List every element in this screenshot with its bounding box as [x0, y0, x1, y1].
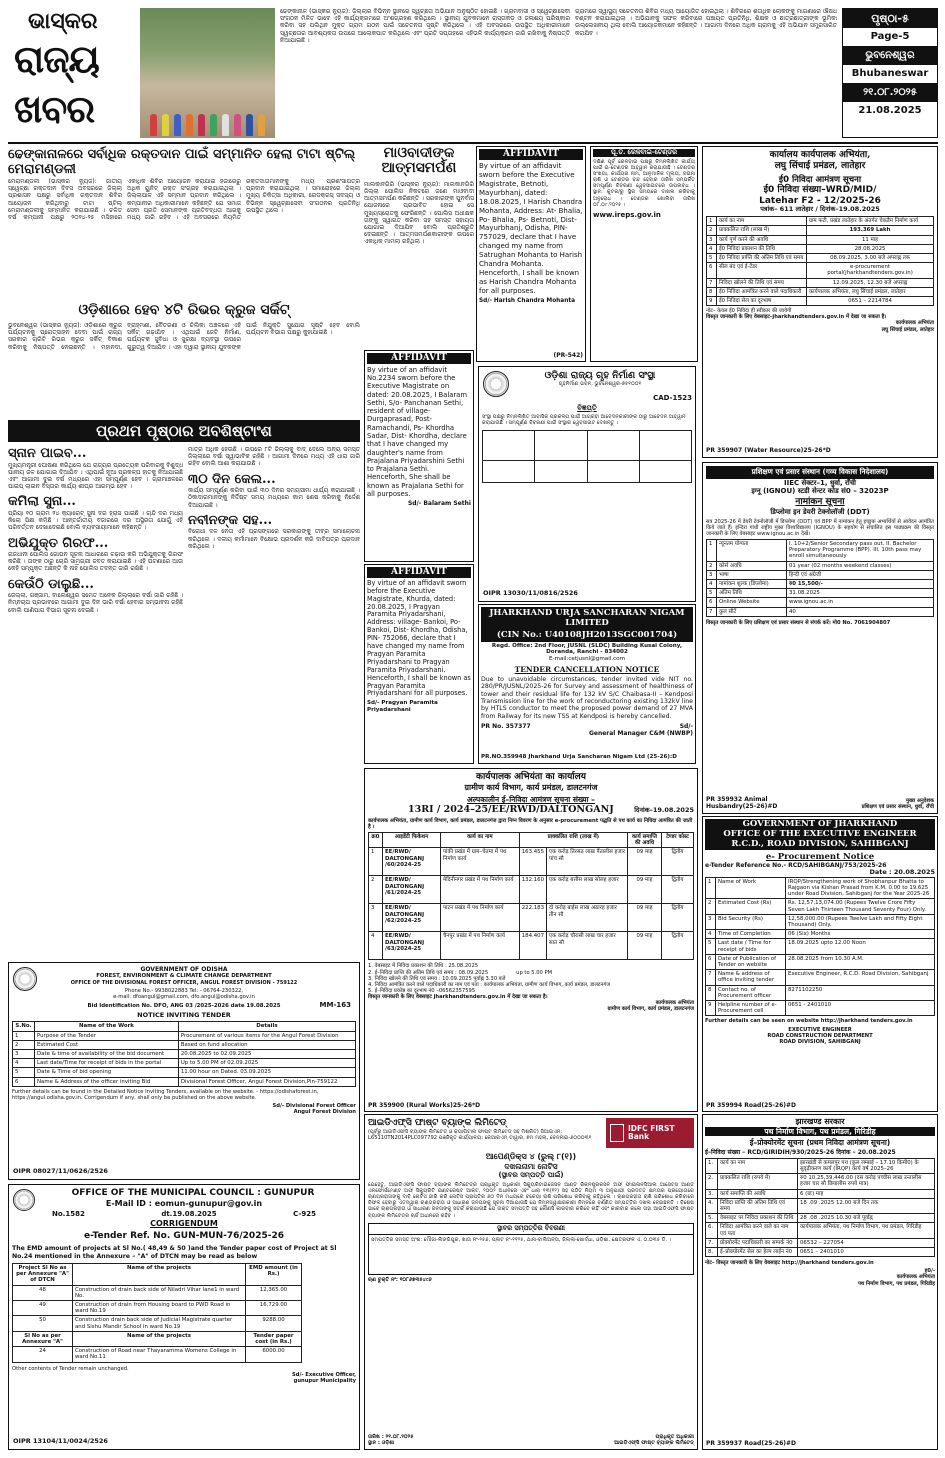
- table-row: 1 Name of Work IRQP/Strengthening work of Shobhanpur Bhatta to Rajgaon via Kishan Prasad from K.M. 0.00 to 19.625 under Road Division, Sahibganj for the Year 2025-26: [706, 877, 935, 899]
- table-row: 7 निविदा खोलने की तिथि एवं समय 12.09.2025, 12.30 बजे अपराह्न: [707, 278, 934, 287]
- table-row: 4 ई0 निविदा प्रकाशन की तिथि 28.08.2025: [707, 244, 934, 253]
- table-row: 5 अंतिम तिथि 31.08.2025: [707, 589, 934, 598]
- table-row: 3 Bid Security (Rs) 12,58,000.00 (Rupees Twelve Lakh and Fifty Eight Thousand) Only.: [706, 914, 935, 929]
- table-row: 5 ई0 निविदा प्राप्ति की अंतिम तिथि एवं समय 08.09.2025, 3.00 बजे अपराह्न तक: [707, 253, 934, 262]
- news-photo: [140, 8, 275, 138]
- maoist-story: ମାଓବାଦୀଙ୍କ ଆତ୍ମସମର୍ପଣ ମାଲକାନଗିରି (ଭାସ୍କର ନ୍ୟୁଜ): ମାଲକାନଗିରି ଜିଲ୍ଲା ପୋଲିସ ନିକଟରେ ଜଣେ ମାଓବାଦୀ ଆତ୍ମସମର୍ପଣ କରିଛନ୍ତି । ସରକାରଙ୍କ ପୁନର୍ବାସ ଯୋଜନାରେ ପ୍ରଭାବିତ ହୋଇ ସେ ମୁଖ୍ୟସ୍ରୋତକୁ ଫେରିଛନ୍ତି । ପୋଲିସ ଅଧୀକ୍ଷକ ତାଙ୍କୁ ସ୍ୱାଗତ କରିବା ସହ ସମସ୍ତ ସହାୟତା ଯୋଗାଇ ଦିଆଯିବ ବୋଲି ପ୍ରତିଶ୍ରୁତି ଦେଇଛନ୍ତି । ଆତ୍ମସମର୍ପଣକାରୀଙ୍କ ଉପରେ ଏକାଧିକ ମାମଲା ରହିଥିଲା ।: [364, 145, 476, 246]
- table-row: 4 EE/RWD/ DALTONGANJ /63/2024-25 चैनपुर प्रखंड में पथ निर्माण कार्य 184.407 एक करोड़ चौरासी लाख चार हजार सात सौ 09 माह द्वितीय: [369, 932, 694, 960]
- housing-board-table: [482, 430, 692, 483]
- table-row: 5. वेबसाइट पर निविदा प्रकाशन की तिथि 28 .08 .2025 10.30 बजे पूर्वाह्न: [706, 1214, 935, 1223]
- table-row: 5 Last date / Time for receipt of bids 18.09.2025 upto 12.00 Noon: [706, 939, 935, 954]
- table-row: 2 प्राक्कलित राशि (लाख में) 193.369 Lakh: [707, 226, 934, 235]
- ignou-course-table: [706, 539, 934, 617]
- table-row: 4 Time of Completion 06 (Six) Months: [706, 930, 935, 939]
- city-en: Bhubaneswar: [843, 65, 937, 84]
- table-row: 5 Date & Time of bid opening 11.00 hour on Dated. 03.09.2025: [13, 1068, 356, 1077]
- railway-tender-notice: ପୂ.ତ. ରେଳବାଇ-ଟେଣ୍ଡର ଦକ୍ଷିଣ ପୂର୍ବ ରେଳବାଇ ପକ୍ଷରୁ ନିମ୍ନଲିଖିତ କାର୍ଯ୍ୟ ପାଇଁ ଇ-ଟେଣ୍ଡର ଆହ୍ୱାନ କରାଯାଉଛି । ଟେଣ୍ଡର ସଂଖ୍ୟା, କାର୍ଯ୍ୟର ନାମ, ଆନୁମାନିକ ମୂଲ୍ୟ, ବଇନା ରାଶି ଓ ଟେଣ୍ଡର ବନ୍ଦ ହେବାର ତାରିଖ ସମ୍ପର୍କିତ ସମ୍ପୂର୍ଣ୍ଣ ବିବରଣୀ ୱେବସାଇଟରେ ଉପଲବ୍ଧ । ସ୍ଥାନ: କୁଟକ/ରୁ ସ୍ଥିର ସମୟରେ ଦାଖଲ କରିବାକୁ ଅନୁରୋଧ । ଟେଣ୍ଡର ଖୋଲିବା ତାରିଖ ୦୮.୦୯.୨୦୨୫ । www.ireps.gov.in: [590, 146, 698, 362]
- table-row: 9 Helpline number of e- Procurement cell 0651 - 2401010: [706, 1000, 935, 1015]
- blood-donation-text: ମେରାମଣ୍ଡଳୀ (ଭାସ୍କର ନ୍ୟୁଜ): ଜାତୀୟ ସ୍ୱେଚ୍ଛା ରକ୍ତଦାନ ଦିବସ ଅବସରରେ ଜିଲ୍ଲା ପ୍ରଶାସନ ପକ୍ଷରୁ ସର୍ବାଧିକ ରକ୍ତଦାନ ଶିବିର ଆୟୋଜନ କରିଥିବାରୁ ଟାଟା ଷ୍ଟିଲ୍ ମେରାମଣ୍ଡଳୀକୁ ସମ୍ମାନିତ କରାଯାଇଛି । ଚଳିତ ବର୍ଷ କମ୍ପାନୀ ପକ୍ଷରୁ ୨୦୨୪-୨୫ ମସିହାରେ ଏକାଧିକ ଶିବିର ଆୟୋଜନ କରାଯାଇ ହଜାରେରୁ ଅଧିକ ୟୁନିଟ୍ ରକ୍ତ ସଂଗ୍ରହ କରାଯାଇଥିଲା । ଜିଲ୍ଲାପାଳ ଏହି ସମ୍ମାନ ପ୍ରଦାନ କରିଥିଲେ । କମ୍ପାନୀର ଅଧିକାରୀମାନେ କହିଛନ୍ତି ଯେ ସମାଜ ସେବା ପ୍ରତି ସେମାନଙ୍କ ପ୍ରତିବଦ୍ଧତା ଆଗକୁ ମଧ୍ୟ ଜାରି ରହିବ । ଏହି ଅବସରରେ ନିୟମିତ ରକ୍ତଦାତାମାନଙ୍କୁ ମଧ୍ୟ ପ୍ରଶଂସାପତ୍ର ପ୍ରଦାନ କରାଯାଇଥିଲା । ସମାରୋହରେ ଜିଲ୍ଲା ମୁଖ୍ୟ ଚିକିତ୍ସା ଅଧିକାରୀ, ରେଡକ୍ରସ୍ ସଦସ୍ୟ ଓ ବିଭିନ୍ନ ସ୍ୱେଚ୍ଛାସେବୀ ସଂଗଠନର ପ୍ରତିନିଧି ଉପସ୍ଥିତ ଥିଲେ ।: [8, 178, 362, 221]
- odisha-seal-icon: [13, 1189, 35, 1211]
- rcd-sahibganj-notice: GOVERNMENT OF JHARKHAND OFFICE OF THE EXECUTIVE ENGINEER R.C.D., ROAD DIVISION, SAHIBGANJ e- Procurement Notice e-Tender Reference No.- RCD/SAHIBGANJ/753/2025-26 Date : 20.08.2025 1 Name of Work IRQP/Strengthening work of Shobhanpur Bhatta to Rajgaon via Kishan Prasad from K.M. 0.00 to 19.625 under Road Division, Sahibganj for the Year 2025-26 2 Estimated Cost (Rs) Rs. 12,57,13,074.00 (Rupees Twelve Crore Fifty Seven Lakh Thirteen Thousand Seventy Four) Only. 3 Bid Security (Rs) 12,58,000.00 (Rupees Twelve Lakh and Fifty Eight Thousand) Only. 4 Time of Completion 06 (Six) Months 5 Last date / Time for receipt of bids 18.09.2025 upto 12.00 Noon 6 Date of Publication of Tender on website 28.08.2025 from 10.30 A.M. 7 Name & address of office inviting tender Executive Engineer, R.C.D. Road Division, Sahibganj 8 Contact no. of Procurement officer 8271102250 9 Helpline number of e- Procurement cell 0651 - 2401010 Further details can be seen on website http://jharkhand tenders.gov.in EXECUTIVE ENGINEER ROAD CONSTRUCTION DEPARTMENT ROAD DIVISION, SAHIBGANJ PR 359994 Road(25-26)#D: [702, 816, 938, 1112]
- giridih-tender-notice: झारखण्ड सरकार पथ निर्माण विभाग, पथ प्रमंडल, गिरिडीह ई–प्रोक्योरमेंट सूचना (प्रथम निविदा आमंत्रण सूचना) ई–निविदा संख्या – RCD/GIRIDIH/930/2025-26 दिनांक – 20.08.2025 1. कार्य का नाम झारखंडी से कमलपुर पथ (कुल लम्बाई – 17.10 किमी0) के सुदृढ़ीकरण कार्य (IRQP) कार्य वर्ष 2025–26 2. प्राक्कलित राशि (रुपये में) रु0 10,25,39,446.00 (दस करोड़ पच्चीस लाख उन्तालीस हजार चार सौ छियालीस रुपये मात्र) 3. कार्य समाप्ति की अवधि 6 (छः) माह 4. निविदा प्राप्ति की अंतिम तिथि एवं समय 18 .09 .2025 12.00 बजे दिन तक 5. वेबसाइट पर निविदा प्रकाशन की तिथि 28 .08 .2025 10.30 बजे पूर्वाह्न 6. निविदा आमंत्रित करने वाले का नाम एवं पता कार्यपालक अभियंता, पथ निर्माण विभाग, पथ प्रमंडल, गिरिडीह 7. प्रोक्योरमेंट पदाधिकारी का सम्पर्क नं0 06532 – 227054 8. ई–प्रोक्योरमेंट सेल का हेल्प लाईन नं0 0651 – 2401010 नोट– विस्तृत जानकारी के लिए वेबसाइट http://jharkhand tenders.gov.in ह0/- कार्यपालक अभियंता पथ निर्माण विभाग, पथ प्रमंडल, गिरिडीह PR 359937 Road(25-26)#D: [702, 1114, 938, 1450]
- gunupur-corrigendum: OFFICE OF THE MUNICIPAL COUNCIL : GUNUPUR E-Mail ID : eomun-gunupur@gov.in No.1582 dt.19.08.2025 C-925 CORRIGENDUM e-Tender Ref. No. GUN-MUN-76/2025-26 The EMD amount of projects at Sl No.( 48,49 & 50 )and the Tender paper cost of Project at Sl No.24 mentioned in the Annexure – "A" of DTCN may be read as below Project Sl No as per Annexure "A" of DTCN Name of the projects EMD amount (in Rs.) 48 Construction of drain back side of Niladri Vihar lane1 in ward No. 12,365.00 49 Construction of drain from Housing board to PWD Road in ward No.19 16,729.00 50 Construction drain back side of Judicial Magistrate quarter and Sishu Mandir School in ward No.19 9288.00 Sl No as per Annexure "A" Name of the projects Tender paper cost (in Rs.) 24 Construction of Road near Thayaramma Womens College in ward No.11 6000.00 Other contents of Tender remain unchanged. Sd/- Executive Officer, gunupur Municipality OIPR 13104/11/0024/2526: [8, 1184, 360, 1450]
- table-row: 6 Name & Address of the officer inviting Bid Divisional Forest Officer, Angul Forest Division,Pin-759122: [13, 1077, 356, 1086]
- housing-board-logo-icon: [483, 371, 509, 397]
- idfc-bank-logo: IDFC FIRST Bank: [606, 1118, 694, 1148]
- table-row: 8. ई–प्रोक्योरमेंट सेल का हेल्प लाईन नं0 0651 – 2401010: [706, 1248, 935, 1257]
- table-row: 1 Purpose of the Tender Procurement of various items for the Angul Forest Division: [13, 1031, 356, 1040]
- continued-item: ୩୦ ଦିନ କେଲ... କାର୍ଯ୍ୟ ସମ୍ପୂର୍ଣ୍ଣ କରିବା ପାଇଁ ୩୦ ଦିନର ସମୟସୀମା ଧାର୍ଯ୍ୟ କରାଯାଇଛି । ଠିକାଦାରମାନଙ୍କୁ ନିର୍ଦ୍ଦିଷ୍ଟ ସମୟ ମଧ୍ୟରେ କାମ ଶେଷ କରିବାକୁ ନିର୍ଦ୍ଦେଶ ଦିଆଯାଇଛି ।: [188, 471, 362, 509]
- table-row: 7 कुल सीटें 40: [707, 607, 934, 616]
- continued-column-mid: [188, 446, 360, 962]
- table-row: 6 Date of Publication of Tender on website 28.08.2025 from 10.30 A.M.: [706, 954, 935, 969]
- table-row: 1. कार्य का नाम झारखंडी से कमलपुर पथ (कुल लम्बाई – 17.10 किमी0) के सुदृढ़ीकरण कार्य (IRQP) कार्य वर्ष 2025–26: [706, 1158, 935, 1173]
- rcd-tender-table: [705, 877, 935, 1017]
- table-row: 50 Construction drain back side of Judicial Magistrate quarter and Sishu Mandir School in ward No.19 9288.00: [13, 1316, 302, 1331]
- date-or: ୨୧.୦୮.୨୦୨୫: [843, 84, 937, 102]
- table-row: 6 सील बंद एवं ई-टेंडर e-procurement portal(jharkhandtenders.gov.in): [707, 263, 934, 278]
- top-story-text-2: ଗ୍ରାମରେ ସ୍ୱାସ୍ଥ୍ୟ ସଚେତନତା ଶିବିର ମଧ୍ୟ ଆୟୋଜିତ ହୋଇଥିଲା । ଶିବିରରେ ଶତାଧିକ ଲୋକଙ୍କୁ ମାଗଣାରେ ଔଷଧ ବଣ୍ଟନ କରାଯାଇଥିଲା । ଅଭିଯାନକୁ ସଫଳ କରିବାରେ ପଞ୍ଚାୟତ ପ୍ରତିନିଧି, ଶିକ୍ଷକ ଓ ଛାତ୍ରଛାତ୍ରୀଙ୍କ ଭୂମିକା ଉଲ୍ଲେଖନୀୟ ଥିଲା ବୋଲି ଆୟୋଜକମାନେ କହିଛନ୍ତି । ଆଗାମୀ ଦିନରେ ଅଧିକ ଗ୍ରାମକୁ ଏହି ଅଭିଯାନ ସମ୍ପ୍ରସାରିତ କରାଯିବ ।: [575, 8, 839, 37]
- table-row: 3 EE/RWD/ DALTONGANJ /62/2024-25 पाटन प्रखंड में पथ निर्माण कार्य 222.183 दो करोड़ बाईस लाख अठारह हजार तीन सौ 09 माह द्वितीय: [369, 904, 694, 932]
- banner-continued: ପ୍ରଥମ ପୃଷ୍ଠାର ଅବଶିଷ୍ଟାଂଶ: [8, 420, 360, 442]
- table-row: 3 Date & time of availability of the bid document 20.08.2025 to 02.09.2025: [13, 1050, 356, 1059]
- affidavit-1: AFFIDAVIT By virtue of an affidavit sworn before the Executive Magistrate, Betnoti, Mayurbhanj, dated: 18.08.2025, I Harish Chandra Mohanta, Address: At- Bhalia, Po- Bhalia, Ps- Betnoti, Dist- Mayurbhanj, Odisha, PIN-757029, declare that I have changed my name from Satrughan Mohanta to Harish Chandra Mohanta. Henceforth, I shall be known as Harish Chandra Mohanta for all purposes. Sd/- Harish Chandra Mohanta (PR-542): [476, 146, 586, 362]
- table-row: 48 Construction of drain back side of Niladri Vihar lane1 in ward No. 12,365.00: [13, 1285, 302, 1300]
- gunupur-emd-table: Project Sl No as per Annexure "A" of DTCN Name of the projects EMD amount (in Rs.) 48 Construction of drain back side of Niladri Vihar lane1 in ward No. 12,365.00 49 Construction of drain from Housing board to PWD Road in ward No.19 16,729.00 50 Construction drain back side of Judicial Magistrate quarter and Sishu Mandir School in ward No.19 9288.00 Sl No as per Annexure "A" Name of the projects Tender paper cost (in Rs.) 24 Construction of Road near Thayaramma Womens College in ward No.11 6000.00: [12, 1263, 302, 1363]
- masthead-line1: ଭାସ୍କର: [28, 8, 98, 34]
- idfc-possession-notice: ଆଇଡିଏଫ୍ସି ଫାଷ୍ଟ ବ୍ୟାଙ୍କ ଲିମିଟେଡ୍ (ପୂର୍ବରୁ ଆଇଡିଏଫ୍ସି ବ୍ୟାଙ୍କ ଲିମିଟେଡ୍ ଓ କ୍ୟାପିଟାଲ ଫାଷ୍ଟ ଲିମିଟେଡ୍ ସହ ମିଶ୍ରିତ) ସିଆଇଏନ୍: L65110TN2014PLC097792 ପଞ୍ଜିକୃତ କାର୍ଯ୍ୟାଳୟ: କେଆରଏମ୍ ଟାୱାର, ୭ମ ମହଲା, ଚେନ୍ନାଇ-୬୦୦୦୩୧ IDFC FIRST Bank ଆପେଣ୍ଡିକ୍ସ ୪ (ରୁଲ୍ ୮(୧)) ଦଖଲନାମା ନୋଟିସ (ସ୍ଥାବର ସମ୍ପତ୍ତି ପାଇଁ) ଯେହେତୁ, ଆଇଡିଏଫ୍ସି ଫାଷ୍ଟ ବ୍ୟାଙ୍କ ଲିମିଟେଡ୍‌ର ପ୍ରାଧିକୃତ ଅଧିକାରୀ ସିକ୍ୟୁରିଟାଇଜେସନ ଆଣ୍ଡ ରିକନଷ୍ଟ୍ରକସନ ଅଫ୍ ଫାଇନାନ୍ସିଆଲ ଆସେଟ୍ସ ଆଣ୍ଡ ଏନଫୋର୍ସମେଣ୍ଟ ଅଫ୍ ସିକ୍ୟୁରିଟି ଇଣ୍ଟରେଷ୍ଟ ଆକ୍ଟ, ୨୦୦୨ ଅଧୀନରେ ଏବଂ ଧାରା ୧୩(୧୨) ସହ ପଠିତ ନିୟମ ୩ ଅନୁଯାୟୀ ପ୍ରଦତ୍ତ କ୍ଷମତାର ପ୍ରୟୋଗରେ ଋଣଗ୍ରହୀତାଙ୍କୁ ଦାବି ନୋଟିସ ଜାରି କରି ନୋଟିସ ପ୍ରାପ୍ତିର ୬୦ ଦିନ ମଧ୍ୟରେ ବକେୟା ରାଶି ପରିଶୋଧ କରିବାକୁ କହିଥିଲେ । ଋଣଗ୍ରହୀତା ରାଶି ପରିଶୋଧ କରିବାରେ ବିଫଳ ହେବାରୁ ଏତଦ୍ୱାରା ଋଣଗ୍ରହୀତା ଓ ସାଧାରଣ ଜନତାଙ୍କୁ ସୂଚନା ଦିଆଯାଉଛି ଯେ ନିମ୍ନସ୍ୱାକ୍ଷରକାରୀ ନିମ୍ନରେ ବର୍ଣ୍ଣିତ ସମ୍ପତ୍ତିର ଦଖଲ ନେଇଛନ୍ତି । ବିଶେଷ ଭାବେ ଋଣଗ୍ରହୀତା ଓ ସାଧାରଣ ଜନତାଙ୍କୁ ସତର୍କ କରାଯାଉଛି ଯେ ଉକ୍ତ ସମ୍ପତ୍ତି ସହ କୌଣସି କାରବାର କରିବେ ନାହିଁ ଏବଂ କାରବାର କଲେ ତାହା ଆଇଡିଏଫ୍ସି ଫାଷ୍ଟ ବ୍ୟାଙ୍କ ଲିମିଟେଡ୍‌ର ଚାର୍ଜ ଅଧୀନରେ ରହିବ । ସ୍ଥାବର ସମ୍ପତ୍ତିର ବିବରଣୀ ସମ୍ପତ୍ତିର ସମସ୍ତ ଅଂଶ: ମୌଜା-ଲିଙ୍ଗିପୁର, ଖାତା ନଂ-୨୫୬, ପ୍ଲଟ ନଂ-୧୧୨୫, ଥାନା-ବାଲିଅନ୍ତା, ଜିଲ୍ଲା-ଖୋର୍ଦ୍ଧା, ଓଡ଼ିଶା, କ୍ଷେତ୍ରଫଳ ଏ. ୦.୦୩୫ ଡି. । ଋଣ ଚୁକ୍ତି ନଂ: ୧୦୮୬୭୩୫୪୯୬ ତାରିଖ : ୨୧.୦୮.୨୦୨୫ ସ୍ଥାନ : ଓଡ଼ିଶା ପ୍ରାଧିକୃତ ଅଧିକାରୀ ଆଇଡିଏଫ୍ସି ଫାଷ୍ଟ ବ୍ୟାଙ୍କ ଲିମିଟେଡ୍: [364, 1114, 698, 1450]
- table-row: 4 नामांकन शुल्क (डिप्लोमा) रु0 15,500/-: [707, 580, 934, 589]
- table-row: 1 EE/RWD/ DALTONGANJ /60/2024-25 पांकी प्रखंड में ग्राम–चेतमा में पथ निर्माण कार्य 163.455 एक करोड़ तिरसठ लाख पैंतालीस हजार पांच सौ 09 माह द्वितीय: [369, 848, 694, 876]
- continued-item: ନବୀନଙ୍କ ସହ... ବିରୋଧୀ ଦଳ ନେତା ଏହି ପ୍ରସଙ୍ଗରେ ସରକାରଙ୍କୁ ତୀବ୍ର ସମାଲୋଚନା କରିଥିଲେ । ଦଳୀୟ କର୍ମୀମାନେ ବିକ୍ଷୋଭ ପ୍ରଦର୍ଶନ କରି ଦାବିପତ୍ର ପ୍ରଦାନ କରିଥିଲେ ।: [188, 512, 362, 550]
- rwd-daltonganj-notice: कार्यपालक अभियंता का कार्यालय ग्रामीण कार्य विभाग, कार्य प्रमंडल, डालटनगंज अल्पकालीन ई–निविदा आमंत्रण सूचना संख्या – 13RI / 2024–25/EE/RWD/DALTONGANJ दिनांक–19.08.2025 कार्यपालक अभियंता, ग्रामीण कार्य विभाग, कार्य प्रमंडल, डालटनगंज द्वारा निम्न विवरण के अनुसार e-procurement पद्धति से पथ कार्य का निविदा आमंत्रित की जाती है । क्र0 आइडेंटी फिकेशन कार्य का नाम प्राक्कलित राशि (लाख में) कार्य समाप्ति की अवधि टेण्डर कोस्ट 1 EE/RWD/ DALTONGANJ /60/2024-25 पांकी प्रखंड में ग्राम–चेतमा में पथ निर्माण कार्य 163.455 एक करोड़ तिरसठ लाख पैंतालीस हजार पांच सौ 09 माह द्वितीय 2 EE/RWD/ DALTONGANJ /61/2024-25 मेदिनीनगर प्रखंड में पथ निर्माण कार्य 132.160 एक करोड़ बत्तीस लाख सोलह हजार 09 माह द्वितीय 3 EE/RWD/ DALTONGANJ /62/2024-25 पाटन प्रखंड में पथ निर्माण कार्य 222.183 दो करोड़ बाईस लाख अठारह हजार तीन सौ 09 माह द्वितीय 4 EE/RWD/ DALTONGANJ /63/2024-25 चैनपुर प्रखंड में पथ निर्माण कार्य 184.407 एक करोड़ चौरासी लाख चार हजार सात सौ 09 माह द्वितीय 1. वेबसाइट में निविदा प्रकाशन की तिथि : 25.08.2025 2. ई–निविदा प्राप्ति की अंतिम तिथि एवं समय : 08.09.2025 up to 5.00 PM 3. निविदा खोलने की तिथि एवं समय : 10.09.2025 पूर्वाह्न 3.30 बजे 4. निविदा आमंत्रित करने वाले पदाधिकारी का नाम एवं पता : कार्यपालक अभियंता, ग्रामीण कार्य विभाग, कार्य प्रमंडल, डालटनगंज 5. ई–निविदा प्रकोष्ठ का दूरभाष नं0 –06562357595 विस्तृत जानकारी के लिए वेबसाइट jharkhandtenders.gov.in में देखा जा सकता है। कार्यपालक अभियंता ग्रामीण कार्य विभाग, कार्य प्रमंडल, डालटनगंज PR 359900 (Rural Works)25-26*D: [364, 768, 698, 1112]
- top-story-text: ଢେଙ୍କାନାଳ (ଭାସ୍କର ନ୍ୟୁଜ): ଜିଲ୍ଲାର ବିଭିନ୍ନ ସ୍ଥାନରେ ସ୍ୱଚ୍ଛତା ଅଭିଯାନ ଅନୁଷ୍ଠିତ ହୋଇଛି । ଗ୍ରାମବାସୀ ଓ ସ୍ୱେଚ୍ଛାସେବୀ ସଂଗଠନ ମିଳିତ ଭାବେ ଏହି କାର୍ଯ୍ୟକ୍ରମରେ ଅଂଶଗ୍ରହଣ କରିଥିଲେ । ସ୍ଥାନୀୟ ଯୁବକମାନେ ରାସ୍ତାକଡ଼ ଓ ଜଳାଶୟ ପରିଷ୍କାର କରିବା ସହ ପଲିଥିନ ମୁକ୍ତ ଗ୍ରାମ ଗଠନ ପାଇଁ ସଚେତନତା ସୃଷ୍ଟି କରିଥିଲେ । ଏହି ଅବସରରେ ଉପସ୍ଥିତ ଅଧିକାରୀମାନେ ସ୍ୱଚ୍ଛତାର ଆବଶ୍ୟକତା ଉପରେ ଆଲୋକପାତ କରିଥିଲେ ଏବଂ ପ୍ରତି ସପ୍ତାହରେ ଏହିଭଳି କାର୍ଯ୍ୟକ୍ରମ ଜାରି ରଖିବାକୁ ନିଷ୍ପତ୍ତି ନିଆଯାଇଛି ।: [280, 8, 572, 44]
- continued-item: ସ୍ନାନ ପାଇବ... ମୁଖ୍ୟମନ୍ତ୍ରୀ ଘୋଷଣା କରିଥିଲେ ଯେ ରାଜ୍ୟର ପ୍ରତ୍ୟେକ ପରିବାରକୁ ବିଶୁଦ୍ଧ ପାନୀୟ ଜଳ ଯୋଗାଇ ଦିଆଯିବ । ଏଥିପାଇଁ ନୂଆ ପ୍ରକଳ୍ପ ହାତକୁ ନିଆଯାଇଛି ଏବଂ ଆଗାମୀ ଦୁଇ ବର୍ଷ ମଧ୍ୟରେ ଏହା ସମ୍ପୂର୍ଣ୍ଣ ହେବ । ଗ୍ରାମାଞ୍ଚଳରେ ପାଇପ୍ ଲାଇନ ବିସ୍ତାର କାର୍ଯ୍ୟ ଶୀଘ୍ର ଆରମ୍ଭ ହେବ ।: [8, 446, 185, 491]
- rwd-tender-table: क्र0 आइडेंटी फिकेशन कार्य का नाम प्राक्कलित राशि (लाख में) कार्य समाप्ति की अवधि टेण्डर कोस्ट 1 EE/RWD/ DALTONGANJ /60/2024-25 पांकी प्रखंड में ग्राम–चेतमा में पथ निर्माण कार्य 163.455 एक करोड़ तिरसठ लाख पैंतालीस हजार पांच सौ 09 माह द्वितीय 2 EE/RWD/ DALTONGANJ /61/2024-25 मेदिनीनगर प्रखंड में पथ निर्माण कार्य 132.160 एक करोड़ बत्तीस लाख सोलह हजार 09 माह द्वितीय 3 EE/RWD/ DALTONGANJ /62/2024-25 पाटन प्रखंड में पथ निर्माण कार्य 222.183 दो करोड़ बाईस लाख अठारह हजार तीन सौ 09 माह द्वितीय 4 EE/RWD/ DALTONGANJ /63/2024-25 चैनपुर प्रखंड में पथ निर्माण कार्य 184.407 एक करोड़ चौरासी लाख चार हजार सात सौ 09 माह द्वितीय: [368, 832, 694, 960]
- table-row: 1 कार्य का नाम ग्राम फटी, प्रखंड लातेहार के अंतर्गत चेकडैम निर्माण कार्य: [707, 217, 934, 226]
- city-or: ଭୁବନେଶ୍ୱର: [843, 47, 937, 65]
- continued-item: ମାତ୍ର ଅଧିକ ହେଉଛି । ଉପରେ ୮ଟି ଜିଲ୍ଲାକୁ ବାଦ୍ ଦେଲେ ଅନ୍ୟ ସମସ୍ତ ଜିଲ୍ଲାରେ ବର୍ଷା ସ୍ୱାଭାବିକ ରହିଛି । ଆଗାମୀ ଦିନରେ ମଧ୍ୟ ଏହି ଧାରା ଜାରି ରହିବ ବୋଲି ଆଶା କରାଯାଉଛି ।: [188, 446, 362, 468]
- latehar-tender-notice: कार्यालय कार्यपालक अभियंता, लघु सिंचाई प्रमंडल, लातेहार ई0 निविदा आमंत्रण सूचना ई0 निविदा संख्या–WRD/MID/ Latehar F2 - 12/2025-26 पत्रांक– 611 लातेहार / दिनांक–19.08.2025 1 कार्य का नाम ग्राम फटी, प्रखंड लातेहार के अंतर्गत चेकडैम निर्माण कार्य 2 प्राक्कलित राशि (लाख में) 193.369 Lakh 3 कार्य पूर्ण करने की अवधि 11 माह 4 ई0 निविदा प्रकाशन की तिथि 28.08.2025 5 ई0 निविदा प्राप्ति की अंतिम तिथि एवं समय 08.09.2025, 3.00 बजे अपराह्न तक 6 सील बंद एवं ई-टेंडर e-procurement portal(jharkhandtenders.gov.in) 7 निविदा खोलने की तिथि एवं समय 12.09.2025, 12.30 बजे अपराह्न 8 ई0 निविदा आमंत्रित करने वाले पदाधिकारी कार्यपालक अभियंता, लघु सिंचाई प्रमंडल, लातेहार 9 ई0 निविदा सेल का दूरभाष 0651 – 2214784 नोट– केवल ई0 निविदा ही स्वीकार की जायेगी विस्तृत जानकारी के लिए वेबसाइट–jharkhandtenders.gov.in में देखा जा सकता है। कार्यपालक अभियंता लघु सिंचाई प्रमंडल, लातेहार PR 359907 (Water Resource)25-26*D: [702, 146, 938, 458]
- ignou-admission-notice: प्रशिक्षण एवं प्रसार संस्थान (गव्य विकास निदेशालय) IIEC सेक्टर–1, धुर्वा, राँची इग्नू (IGNOU) स्टडी सेन्टर कोड सं0 – 32023P नामांकन सूचना डिप्लोमा इन डेयरी टेक्नोलॉजी (DDT) सत्र 2025-26 में डेयरी टेक्नोलॉजी में डिप्लोमा (DDT) एवं BPP में नामांकन हेतु इच्छुक अभ्यर्थियों से आवेदन आमंत्रित किये जाते हैं। इन्दिरा गांधी राष्ट्रीय मुक्त विश्वविद्यालय (IGNOU) के सहयोग से संचालित इस पाठ्यक्रम की विस्तृत जानकारी के लिए वेबसाइट www.ignou.ac.in देखें। 1 न्यूनतम योग्यता I. 10+2/Senior Secondary pass out. II. Bachelor Preparatory Programme (BPP). III. 10th pass may enroll simultaneously 2 कोर्स अवधि 01 year (02 months weekend classes) 3 भाषा हिन्दी एवं अंग्रेजी 4 नामांकन शुल्क (डिप्लोमा) रु0 15,500/- 5 अंतिम तिथि 31.08.2025 6 Online Website www.ignou.ac.in 7 कुल सीटें 40 विस्तृत जानकारी के लिए प्रशिक्षण एवं प्रसार संस्थान से संपर्क करें। मो0 No. 7061904807 PR 359932 Animal Husbandry(25-26)#D मुख्य अनुदेशक प्रशिक्षण एवं प्रसार संस्थान, धुर्वा, राँची: [702, 462, 938, 814]
- table-row: 6. निविदा आमंत्रित करने वाले का नाम एवं पता कार्यपालक अभियंता, पथ निर्माण विभाग, पथ प्रमंडल, गिरिडीह: [706, 1223, 935, 1238]
- table-row: 7. प्रोक्योरमेंट पदाधिकारी का सम्पर्क नं0 06532 – 227054: [706, 1238, 935, 1247]
- continued-item: କମିଲା ସୁନା... ପ୍ରିୟା ୧୦ ଗ୍ରାମ ୨୪ କ୍ୟାରେଟ୍ ସୁନା ଦର ହ୍ରାସ ପାଇଛି । ଚାନ୍ଦି ଦର ମଧ୍ୟ କିଲୋ ପିଛା କମିଛି । ଆନ୍ତର୍ଜାତୀୟ ବଜାରରେ ଦର ଅସ୍ଥିରତା ଯୋଗୁଁ ଏହି ପରିବର୍ତ୍ତନ ଦେଖାଦେଇଛି ବୋଲି ବ୍ୟବସାୟୀମାନେ କହିଛନ୍ତି ।: [8, 494, 185, 532]
- latehar-tender-table: [706, 216, 934, 306]
- table-row: 9 ई0 निविदा सेल का दूरभाष 0651 – 2214784: [707, 297, 934, 306]
- page-number-en: Page-5: [843, 28, 937, 47]
- headline-blood-donation: ଢେଙ୍କାନାଳରେ ସର୍ବାଧିକ ରକ୍ତଦାନ ପାଇଁ ସମ୍ମାନିତ ହେଲା ଟାଟା ଷ୍ଟିଲ୍ ମେରାମଣ୍ଡଳୀ: [8, 147, 356, 177]
- table-row: 8 ई0 निविदा आमंत्रित करने वाले पदाधिकारी कार्यपालक अभियंता, लघु सिंचाई प्रमंडल, लातेहार: [707, 287, 934, 296]
- giridih-tender-table: [705, 1158, 935, 1257]
- continued-item: ଅଭିଯୁକ୍ତ ଗିରଫ... ରାଜଧାନୀ ପୋଲିସ ଗୋପନ ସୂଚନା ଆଧାରରେ ଚଢ଼ାଉ କରି ଅଭିଯୁକ୍ତକୁ ଗିରଫ କରିଛି । ତାଙ୍କ ଠାରୁ ଚୋରି ସାମଗ୍ରୀ ଜବତ କରାଯାଇଛି । ଏହି ଘଟଣାରେ ଆଉ କେହି ସମ୍ପୃକ୍ତ ଅଛନ୍ତି କି ନାହିଁ ପୋଲିସ ତଦନ୍ତ ଜାରି ରଖିଛି ।: [8, 535, 185, 573]
- table-row: 2 कोर्स अवधि 01 year (02 months weekend classes): [707, 561, 934, 570]
- table-row: 2 Estimated Cost Based on fund allocation: [13, 1040, 356, 1049]
- housing-board-notice: ଓଡ଼ିଶା ରାଜ୍ୟ ଗୃହ ନିର୍ମାଣ ସଂସ୍ଥା ଗୃହନିର୍ମାଣ ଭବନ, ଭୁବନେଶ୍ୱର-୭୫୧୦୦୧ CAD-1523 ବିଜ୍ଞପ୍ତି ସଂସ୍ଥା ପକ୍ଷରୁ ନିମ୍ନଲିଖିତ ଆବାସିକ ପ୍ରକଳ୍ପ ପାଇଁ ଆଗ୍ରହୀ ଆବେଦନକାରୀଙ୍କ ଠାରୁ ଆବେଦନ ଆହ୍ୱାନ କରାଯାଉଛି । ସମ୍ପୂର୍ଣ୍ଣ ବିବରଣୀ ପାଇଁ ସଂସ୍ଥାର ୱେବସାଇଟ ଦେଖନ୍ତୁ । OIPR 13030/11/0816/2526: [478, 366, 696, 602]
- masthead: [8, 6, 136, 140]
- continued-column-left: [8, 446, 183, 962]
- affidavit-3: AFFIDAVIT By virtue of an affidavit sworn before the Executive Magistrate, Khurda, dated: 20.08.2025, I Pragyan Paramita Priyadarshani, Address: village- Bankoi, Po- Bankoi, Dist- Khordha, Odisha, PIN- 752066, declare that I have changed my name from Pragyan Paramita Priyadarshani to Pragyan Paramita Priyadarshani. Henceforth, I shall be known as Pragyan Paramita Priyadarshani for all purposes. Sd/- Pragyan Paramita Priyadarshani: [364, 564, 474, 764]
- table-row: 24 Construction of Road near Thayaramma Womens College in ward No.11 6000.00: [13, 1347, 302, 1362]
- odisha-seal-icon: [13, 967, 37, 991]
- jusnl-cancellation-notice: JHARKHAND URJA SANCHARAN NIGAM LIMITED (CIN No.: U40108JH2013SGC001704) Regd. Office: 2nd Floor, JUSNL (SLDC) Building Kusai Colony, Doranda, Ranchi - 834002 E-mail:cetjusnl@gmail.com TENDER CANCELLATION NOTICE Due to unavoidable circumstances, tender invited vide NIT no. 280/PR/JUSNL/2025-26 for Survey and assessment of healthiness of tower and their residual life for 132 kV S/C Chaibasa-II – Kendposi Transmission line for the work of reconductoring existing 132kV line by HTLS conductor to meet the proposed power demand of 27 MVA from Railway for its new TSS at Kendposi is hereby cancelled. PR No. 357377 Sd/- General Manager C&M (NWBP) PR.NO.359948 Jharkhand Urja Sancharan Nigam Ltd (25-26):D: [478, 604, 696, 764]
- idfc-logo-icon: [610, 1124, 624, 1142]
- table-row: 7 Name & address of office inviting tender Executive Engineer, R.C.D. Road Division, Sahibganj: [706, 970, 935, 985]
- masthead-line3: ଖବର: [14, 86, 95, 131]
- table-row: 2. प्राक्कलित राशि (रुपये में) रु0 10,25,39,446.00 (दस करोड़ पच्चीस लाख उन्तालीस हजार चार सौ छियालीस रुपये मात्र): [706, 1174, 935, 1189]
- table-row: 2 Estimated Cost (Rs) Rs. 12,57,13,074.00 (Rupees Twelve Crore Fifty Seven Lakh Thirteen Thousand Seventy Four) Only.: [706, 899, 935, 914]
- river-cruise-text: ଭୁବନେଶ୍ୱର (ଭାସ୍କର ନ୍ୟୁଜ): ଓଡ଼ିଶାରେ କ୍ରୁଜ ପର୍ଯ୍ୟଟନକୁ ପ୍ରୋତ୍ସାହନ ଦେବା ପାଇଁ ରାଜ୍ୟ ସରକାର ଚାରିଟି ରିଭର କ୍ରୁଜ ସର୍କିଟ୍ ବିକାଶ କରିବାକୁ ନିଷ୍ପତ୍ତି ନେଇଛନ୍ତି । ମହାନଦୀ, ବ୍ରାହ୍ମଣୀ, ବୈତରଣୀ ଓ ଚିଲିକା ଅଞ୍ଚଳରେ ଏହି ସର୍କିଟ୍ ଗଢ଼ାଯିବ । ଏଥିପାଇଁ ଜେଟି ନିର୍ମାଣ, ପର୍ଯ୍ୟଟକ ସୁବିଧା ଓ ସୁରକ୍ଷା ବ୍ୟବସ୍ଥା ଉପରେ ଗୁରୁତ୍ୱ ଦିଆଯିବ । ଏହା ଦ୍ୱାରା ସ୍ଥାନୀୟ ଯୁବକଙ୍କ ପାଇଁ ନିଯୁକ୍ତି ସୁଯୋଗ ସୃଷ୍ଟି ହେବ ବୋଲି ପର୍ଯ୍ୟଟନ ବିଭାଗ ପକ୍ଷରୁ କୁହାଯାଇଛି ।: [8, 322, 362, 351]
- forest-tender-notice: GOVERNMENT OF ODISHA FOREST, ENVIRONMENT & CLIMATE CHANGE DEPARTMENT OFFICE OF THE DIVISIONAL FOREST OFFICER, ANGUL FOREST DIVISION - 759122 Phone No.- 9938022883 Tel: - 06764-230322, e-mail: dfoangul@gmail.com, dfo.angul@odisha.gov.in MM-163 Bid Identification No. DFO, ANG 03 /2025-2026 date 19.08.2025 NOTICE INVITING TENDER S.No. Name of the Work Details 1 Purpose of the Tender Procurement of various items for the Angul Forest Division 2 Estimated Cost Based on fund allocation 3 Date & time of availability of the bid document 20.08.2025 to 02.09.2025 4 Last date/Time for receipt of bids in the portal Up to 5.00 PM of 02.09.2025 5 Date & Time of bid opening 11.00 hour on Dated. 03.09.2025 6 Name & Address of the officer inviting Bid Divisional Forest Officer, Angul Forest Division,Pin-759122 Further details can be found in the Detailed Notice Inviting Tenders, available on the website. - https://odishaforest.in, https://angul.odisha.gov.in. Corrigendum if any, shall only be published on the above website. Sd/- Divisional Forest Officer Angul Forest Division OIPR 08027/11/0626/2526: [8, 962, 360, 1180]
- table-row: 3. कार्य समाप्ति की अवधि 6 (छः) माह: [706, 1189, 935, 1198]
- headline-river-cruise: ଓଡ଼ିଶାରେ ହେବ ୪ଟି ରିଭର କ୍ରୁଜ ସର୍କିଟ୍: [78, 302, 290, 318]
- affidavit-2: AFFIDAVIT By virtue of an affidavit No.2234 sworn before the Executive Magistrate on dated: 20.08.2025, I Balaram Sethi, S/o- Panchanan Sethi, resident of village- Durgaprasad, Post- Ramachandi, Ps- Khordha Sadar, Dist- Khordha, declare that I have changed my daughter's name from Prajalana Priyadarshini Sethi to Prajalana Sethi. Henceforth, She shall be known as Prajalana Sethi for all purposes. Sd/- Balaram Sethi: [364, 350, 474, 562]
- table-row: 49 Construction of drain from Housing board to PWD Road in ward No.19 16,729.00: [13, 1301, 302, 1316]
- table-row: 6 Online Website www.ignou.ac.in: [707, 598, 934, 607]
- page-info-box: [842, 8, 938, 138]
- table-row: 8 Contact no. of Procurement officer 8271102250: [706, 985, 935, 1000]
- table-row: 3 भाषा हिन्दी एवं अंग्रेजी: [707, 570, 934, 579]
- table-row: 2 EE/RWD/ DALTONGANJ /61/2024-25 मेदिनीनगर प्रखंड में पथ निर्माण कार्य 132.160 एक करोड़ बत्तीस लाख सोलह हजार 09 माह द्वितीय: [369, 876, 694, 904]
- forest-tender-table: S.No. Name of the Work Details 1 Purpose of the Tender Procurement of various items for the Angul Forest Division 2 Estimated Cost Based on fund allocation 3 Date & time of availability of the bid document 20.08.2025 to 02.09.2025 4 Last date/Time for receipt of bids in the portal Up to 5.00 PM of 02.09.2025 5 Date & Time of bid opening 11.00 hour on Dated. 03.09.2025 6 Name & Address of the officer inviting Bid Divisional Forest Officer, Angul Forest Division,Pin-759122: [12, 1021, 356, 1086]
- table-row: 4. निविदा प्राप्ति की अंतिम तिथि एवं समय 18 .09 .2025 12.00 बजे दिन तक: [706, 1198, 935, 1213]
- table-row: 1 न्यूनतम योग्यता I. 10+2/Senior Secondary pass out. II. Bachelor Preparatory Programme (BPP). III. 10th pass may enroll simultaneously: [707, 539, 934, 561]
- date-en: 21.08.2025: [858, 105, 922, 117]
- page-number-or: ପୃଷ୍ଠା-୫: [843, 9, 937, 28]
- continued-item: କେଉଁଠି ଡାଲୁଛି... ଜେଲ୍ଲା, ଗଞ୍ଜାମ, ବାଲେଶ୍ୱର ସମେତ ଅନେକ ଜିଲ୍ଲାରେ ବର୍ଷା ଜାରି ରହିଛି । ନିମ୍ନଚାପ ପ୍ରଭାବରେ ଆଗାମୀ ଦୁଇ ଦିନ ଭାରି ବର୍ଷା ହେବାର ସମ୍ଭାବନା ରହିଛି ବୋଲି ପାଣିପାଗ ବିଭାଗ ସୂଚନା ଦେଇଛି ।: [8, 576, 185, 614]
- table-row: 4 Last date/Time for receipt of bids in the portal Up to 5.00 PM of 02.09.2025: [13, 1059, 356, 1068]
- table-row: 3 कार्य पूर्ण करने की अवधि 11 माह: [707, 235, 934, 244]
- masthead-line2: ରାଜ୍ୟ: [14, 36, 99, 81]
